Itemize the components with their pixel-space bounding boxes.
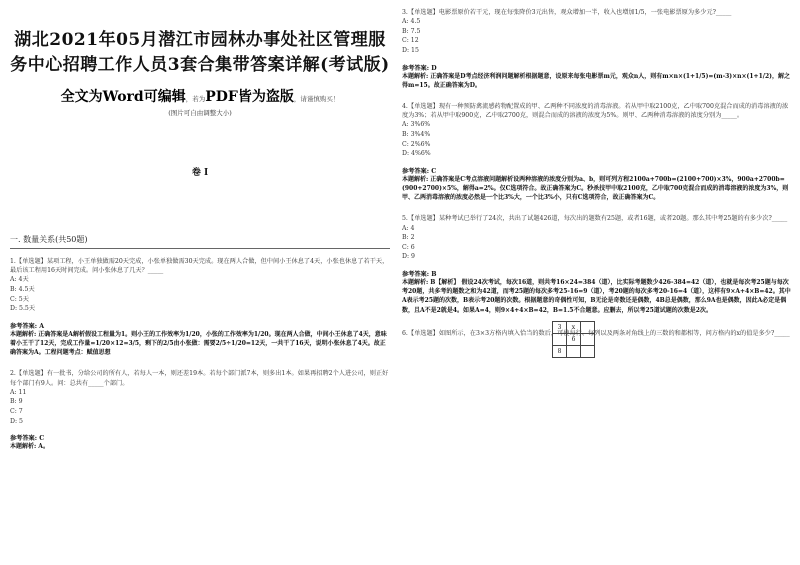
magic-square-grid — [552, 321, 595, 358]
option-b: B: 3%4% — [402, 130, 431, 138]
answer-title: 参考答案: C — [402, 167, 437, 175]
option-d: D: 9 — [402, 253, 415, 261]
answer-title: 参考答案: A — [10, 322, 44, 330]
banner-pdf-text: PDF皆为盗版 — [205, 89, 294, 105]
magic-square-figure — [552, 321, 595, 358]
banner-connector-text: ，若为 — [185, 95, 206, 103]
option-d: D: 5 — [10, 417, 23, 425]
grid-cell — [567, 345, 581, 357]
grid-cell: 6 — [567, 333, 581, 345]
answer-explanation: 本题解析: 正确答案是A解析假设工程量为1。则小王的工作效率为1/20，小张的工作效率为1/20。现在两人合做，中间小王休息了4天，意味着小王干了12天，完成工作量=1/20×12=3/5，剩下的2/5由小张做：需要2/5÷1/20=12天，一共干了16天，说明小张休息了4天。故正确答案为A。工程问题考点：赋值思想 — [10, 330, 387, 357]
image-resize-note: (图片可自由调整大小) — [168, 109, 232, 117]
option-c: C: 6 — [402, 243, 415, 251]
question-6 — [402, 323, 792, 355]
right-column — [402, 0, 792, 355]
grid-cell: x — [567, 321, 581, 333]
question-5 — [402, 214, 792, 314]
question-text: 6.【单选题】如图所示，在3×3方格内填入恰当的数后，可使每行、每列以及两条对角线上的三数的和都相等，问方格内的x的值是多少?_____ — [402, 329, 790, 337]
option-b: B: 9 — [10, 398, 23, 406]
question-text: 3.【单选题】电影票原价若干元，现在每张降价3元出售，观众增加一半，收入也增加1/5，一张电影票原为多少元?_____ — [402, 9, 732, 16]
option-a: A: 4天 — [10, 276, 29, 284]
option-c: C: 12 — [402, 37, 419, 45]
option-a: A: 4.5 — [402, 18, 421, 26]
option-d: D: 15 — [402, 46, 419, 54]
grid-cell: 8 — [553, 345, 567, 357]
option-c: C: 2%6% — [402, 140, 431, 148]
option-a: A: 4 — [402, 224, 415, 232]
left-column — [10, 0, 390, 451]
option-d: D: 5.5天 — [10, 305, 36, 313]
option-c: C: 7 — [10, 407, 23, 415]
question-text: 2.【单选题】有一批书，分给公司的所有人，若每人一本，则还差19本。若每个部门派7本，则多出1本。如果再招聘2个人进公司，则正好每个部门有9人。问：总共有_____个部门。 — [10, 370, 389, 387]
grid-cell — [581, 333, 595, 345]
option-a: A: 11 — [10, 388, 27, 396]
question-3 — [402, 8, 792, 90]
question-text: 1.【单选题】某项工程，小王单独做需20天完成，小张单独做需30天完成。现在两人合做，但中间小王休息了4天，小张也休息了若干天，最后该工程用16天时间完成。问小张休息了几天？_____ — [10, 258, 389, 275]
part-heading: 一. 数量关系(共50题) — [10, 234, 390, 249]
question-1 — [10, 257, 390, 357]
option-c: C: 5天 — [10, 295, 29, 303]
grid-cell: 3 — [553, 321, 567, 333]
option-b: B: 2 — [402, 234, 415, 242]
grid-cell — [581, 345, 595, 357]
answer-title: 参考答案: C — [10, 435, 45, 443]
answer-explanation: 本题解析: 正确答案是C考点溶液问题解析设两种溶液的浓度分别为a、b，则可列方程2100a+700b=(2100+700)×3%，900a+2700b=(900+2700)×5%，解得a=2%。仅C选项符合。故正确答案为C。秒杀技甲中取2100克，乙中取700克混合而成的消毒溶液的浓度为3%，则甲、乙两消毒溶液的浓度必然是一个比3%大，一个比3%小，只有C选项符合，故正确答案为C。 — [402, 175, 789, 202]
option-b: B: 7.5 — [402, 27, 421, 35]
option-d: D: 4%6% — [402, 150, 431, 158]
answer-title: 参考答案: B — [402, 270, 437, 278]
answer-title: 参考答案: D — [402, 64, 437, 72]
option-a: A: 3%6% — [402, 121, 431, 129]
banner-warning-text: ，请谨慎购买！ — [293, 95, 340, 103]
grid-cell — [553, 333, 567, 345]
section-heading: 卷 I — [191, 168, 209, 178]
question-4 — [402, 102, 792, 202]
document-title: 湖北2021年05月潜江市园林办事处社区管理服务中心招聘工作人员3套合集带答案详解(考试版) — [10, 30, 390, 75]
banner — [10, 86, 390, 106]
option-b: B: 4.5天 — [10, 286, 35, 293]
grid-cell — [581, 321, 595, 333]
question-text: 4.【单选题】现有一种预防禽流感药物配置成的甲、乙两种不同浓度的消毒溶液。若从甲中取2100克，乙中取700克混合而成的消毒溶液的浓度为3%；若从甲中取900克，乙中取2700克，则混合而成的溶液的浓度为5%。则甲、乙两种消毒溶液的浓度分别为_____。 — [402, 102, 789, 120]
answer-explanation: 本题解析: A。 — [10, 443, 49, 451]
banner-editable-text: 全文为Word可编辑 — [60, 89, 186, 105]
answer-explanation: 本题解析: 正确答案是D考点经济利润问题解析根据题意，设原来每张电影票m元，观众n人，则有m×n×(1+1/5)=(m-3)×n×(1+1/2)，解之得m=15。故正确答案为D。 — [402, 72, 790, 89]
answer-explanation: 本题解析: B【解析】 假设24次考试，每次16道，则共考16×24=384（道），比实际考题数少426-384=42（道），也就是每次考25题与每次考20题，共多考的题数之和为42道，而考25题的每次多考25-16=9（道），考20题的每次多考20-16=4（道），这样有9×A+4×B=42。其中A表示考25题的次数，B表示考20题的次数。根据题意的奇偶性可知，B无论是奇数还是偶数，4B总是偶数，那么9A也是偶数，因此A必定是偶数，且A不是2就是4。如果A=4，则9×4+4×B=42，B=1.5不合题意。应删去，所以考25道试题的次数是2次。 — [402, 278, 791, 314]
question-2 — [10, 369, 390, 451]
question-text: 5.【单选题】某种考试已举行了24次，共出了试题426道，每次出的题数有25题，或者16题，或者20题。那么其中考25题的有多少次?_____ — [402, 215, 788, 223]
